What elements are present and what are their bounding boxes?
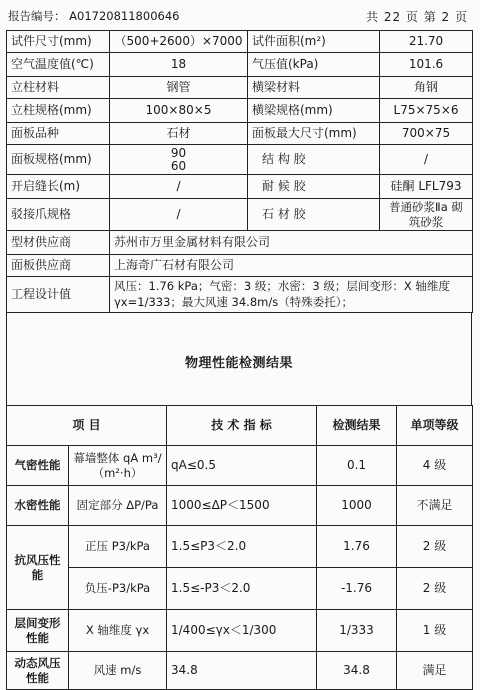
value-cell: 700×75	[380, 123, 473, 145]
report-number: 报告编号： A01720811800646	[8, 9, 180, 23]
label-cell: 驳接爪规格	[7, 199, 110, 231]
table-row	[7, 175, 473, 199]
value-cell: 硅酮 LFL793	[380, 175, 473, 199]
value-cell	[110, 145, 248, 175]
grade-cell: 4 级	[397, 446, 473, 486]
value-cell: 角钢	[380, 77, 473, 99]
value-cell: 苏州市万里金属材料有限公司	[110, 231, 473, 255]
group-cell: 层间变形性能	[7, 610, 69, 652]
table-row	[7, 255, 473, 277]
table-header-row	[7, 406, 473, 446]
performance-results-table	[6, 405, 473, 690]
spec-cell: 1/400≤γx＜1/300	[167, 610, 317, 652]
value-cell: 普通砂浆Ⅱa 砌筑砂浆	[380, 199, 473, 231]
header-grade: 单项等级	[397, 406, 473, 446]
value-cell: 100×80×5	[110, 99, 248, 123]
grade-cell: 满足	[397, 652, 473, 690]
table-row	[7, 123, 473, 145]
header-spec: 技 术 指 标	[167, 406, 317, 446]
spec-cell: 1.5≤-P3＜2.0	[167, 568, 317, 610]
result-cell: 0.1	[317, 446, 397, 486]
label-cell: 型材供应商	[7, 231, 110, 255]
result-cell: 34.8	[317, 652, 397, 690]
table-row	[7, 446, 473, 486]
label-cell: 试件面积(m²)	[248, 31, 380, 53]
label-cell: 耐 候 胶	[248, 175, 380, 199]
value-cell: /	[110, 175, 248, 199]
table-row	[7, 652, 473, 690]
result-cell: 1/333	[317, 610, 397, 652]
grade-cell: 2 级	[397, 568, 473, 610]
label-cell: 试件尺寸(mm)	[7, 31, 110, 53]
value-cell: 18	[110, 53, 248, 77]
table-row	[7, 610, 473, 652]
item-cell: X 轴维度 γx	[69, 610, 167, 652]
label-cell: 立柱规格(mm)	[7, 99, 110, 123]
group-cell: 气密性能	[7, 446, 69, 486]
result-cell: -1.76	[317, 568, 397, 610]
label-cell: 横梁规格(mm)	[248, 99, 380, 123]
label-cell: 面板品种	[7, 123, 110, 145]
specimen-info-table	[6, 30, 473, 313]
value-cell: /	[110, 199, 248, 231]
grade-cell: 2 级	[397, 526, 473, 568]
value-cell: 上海奇广石材有限公司	[110, 255, 473, 277]
value-cell: 21.70	[380, 31, 473, 53]
result-cell: 1000	[317, 486, 397, 526]
value-cell: /	[380, 145, 473, 175]
value-cell: 石材	[110, 123, 248, 145]
spec-cell: 34.8	[167, 652, 317, 690]
table-row	[7, 486, 473, 526]
label-cell: 结 构 胶	[248, 145, 380, 175]
panel-spec-line-1: 90	[170, 145, 187, 160]
grade-cell: 不满足	[397, 486, 473, 526]
table-row	[7, 568, 473, 610]
section-title: 物理性能检测结果	[184, 356, 293, 371]
label-cell: 面板规格(mm)	[7, 145, 110, 175]
spec-cell: qA≤0.5	[167, 446, 317, 486]
table-row	[7, 145, 473, 175]
item-cell: 风速 m/s	[69, 652, 167, 690]
table-row	[7, 77, 473, 99]
label-cell: 横梁材料	[248, 77, 380, 99]
group-cell: 动态风压性能	[7, 652, 69, 690]
item-cell: 幕墙整体 qA m³/（m²·h）	[69, 446, 167, 486]
value-cell: 101.6	[380, 53, 473, 77]
label-cell: 空气温度值(℃)	[7, 53, 110, 77]
grade-cell: 1 级	[397, 610, 473, 652]
table-row	[7, 99, 473, 123]
label-cell: 立柱材料	[7, 77, 110, 99]
item-cell: 固定部分 ΔP/Pa	[69, 486, 167, 526]
label-cell: 工程设计值	[7, 277, 110, 313]
group-cell: 抗风压性能	[7, 526, 69, 610]
group-cell: 水密性能	[7, 486, 69, 526]
value-cell: 钢管	[110, 77, 248, 99]
label-cell: 石 材 胶	[248, 199, 380, 231]
page-info: 共 22 页 第 2 页	[366, 10, 468, 24]
item-cell: 负压-P3/kPa	[69, 568, 167, 610]
table-row	[7, 31, 473, 53]
table-row	[7, 526, 473, 568]
label-cell: 气压值(kPa)	[248, 53, 380, 77]
panel-spec-line-2: 60	[170, 158, 187, 173]
spec-cell: 1.5≤P3＜2.0	[167, 526, 317, 568]
label-cell: 面板供应商	[7, 255, 110, 277]
table-row	[7, 199, 473, 231]
item-cell: 正压 P3/kPa	[69, 526, 167, 568]
header-result: 检测结果	[317, 406, 397, 446]
label-cell: 开启缝长(m)	[7, 175, 110, 199]
table-row	[7, 231, 473, 255]
header-item: 项 目	[7, 406, 167, 446]
table-row	[7, 53, 473, 77]
label-cell: 面板最大尺寸(mm)	[248, 123, 380, 145]
table-row	[7, 277, 473, 313]
value-cell: 风压：1.76 kPa；气密：3 级；水密：3 级；层间变形：X 轴维度 γx=1/333；最大风速 34.8m/s（特殊委托）；	[110, 277, 473, 313]
result-cell: 1.76	[317, 526, 397, 568]
value-cell: （500+2600）×7000	[110, 31, 248, 53]
value-cell: L75×75×6	[380, 99, 473, 123]
spec-cell: 1000≤ΔP＜1500	[167, 486, 317, 526]
